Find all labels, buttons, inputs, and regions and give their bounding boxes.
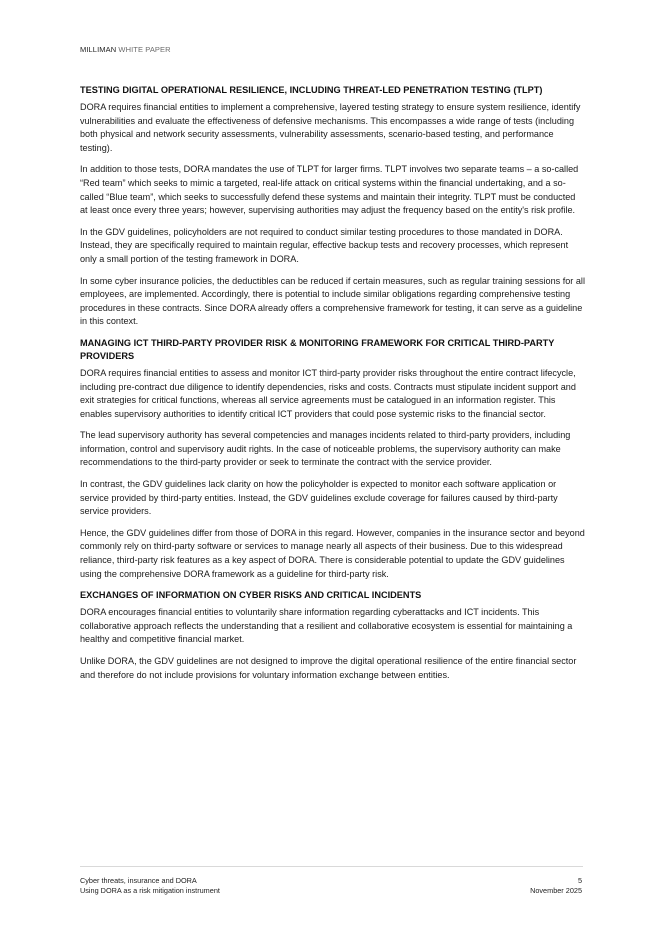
paragraph: In contrast, the GDV guidelines lack clarity on how the policyholder is expected to monitor each software application or service provided by third-party entities. Instead, the GDV guidelines exclude coverage for failures caused by third-party service providers. (80, 479, 558, 517)
section-heading: TESTING DIGITAL OPERATIONAL RESILIENCE, INCLUDING THREAT-LED PENETRATION TESTING (TLPT) (80, 85, 543, 95)
section-third-party-risk (80, 337, 585, 581)
footer-title (80, 876, 220, 895)
footer-title-line1: Cyber threats, insurance and DORA (80, 876, 197, 885)
section-heading: MANAGING ICT THIRD-PARTY PROVIDER RISK & MONITORING FRAMEWORK FOR CRITICAL THIRD-PARTY PROVIDERS (80, 337, 555, 361)
brand-name: MILLIMAN (80, 45, 117, 54)
footer-meta (530, 876, 582, 895)
paragraph: The lead supervisory authority has several competencies and manages incidents related to third-party providers, including information, control and supervisory audit rights. In the case of noticeable problems, the supervisory authority can make recommendations to the third-party provider or seek to terminate the contract with the service provider. (80, 430, 571, 468)
paragraph: Unlike DORA, the GDV guidelines are not designed to improve the digital operational resilience of the entire financial sector and therefore do not include provisions for voluntary information exchange between entities. (80, 656, 577, 680)
footer-title-line2: Using DORA as a risk mitigation instrument (80, 885, 220, 895)
footer-divider (80, 866, 583, 867)
document-type: WHITE PAPER (118, 45, 171, 54)
paragraph: DORA encourages financial entities to voluntarily share information regarding cyberattacks and ICT incidents. This collaborative approach reflects the understanding that a resilient and collaborative ecosystem is essential for maintaining a healthy and competitive financial market. (80, 607, 573, 645)
paragraph: DORA requires financial entities to assess and monitor ICT third-party provider risks throughout the entire contract lifecycle, including pre-contract due diligence to identify dependencies, risks and costs. Contracts must stipulate incident support and exit strategies for critical functions, whereas all service agreements must be catalogued in an information register. This enables supervisory authorities to identify critical ICT providers that could pose systemic risks to the financial sector. (80, 367, 576, 419)
section-information-exchange (80, 589, 585, 682)
paragraph: In some cyber insurance policies, the deductibles can be reduced if certain measures, such as regular training sessions for all employees, are implemented. Accordingly, there is potential to include similar obligations regarding comprehensive testing procedures in these contracts. Since DORA already offers a comprehensive framework for testing, it can serve as a guideline in this context. (80, 275, 585, 327)
page-number: 5 (577, 876, 582, 885)
main-content (80, 84, 585, 690)
section-heading: EXCHANGES OF INFORMATION ON CYBER RISKS AND CRITICAL INCIDENTS (80, 590, 422, 601)
paragraph: In addition to those tests, DORA mandates the use of TLPT for larger firms. TLPT involves two separate teams – a so-called “Red team” which seeks to mimic a targeted, real-life attack on critical systems within the financial undertaking, and a so-called “Blue team”, which seeks to successfully defend these systems and maintain their integrity. TLPT must be conducted at least once every three years; however, supervising authorities may adjust the frequency based on the entity's risk profile. (80, 164, 579, 216)
section-testing (80, 84, 585, 329)
page-header (80, 45, 171, 54)
paragraph: DORA requires financial entities to implement a comprehensive, layered testing strategy to ensure system resilience, identify vulnerabilities and evaluate the effectiveness of defensive mechanisms. This encompasses a wide range of tests (including both physical and network security assessments, vulnerability assessments, scenario-based testing, and performance testing). (80, 102, 581, 153)
paragraph: Hence, the GDV guidelines differ from those of DORA in this regard. However, companies in the insurance sector and beyond commonly rely on third-party software or services to manage nearly all aspects of their business. Due to this widespread reliance, third-party risk features as a key aspect of DORA. There is considerable potential to update the GDV guidelines using the comprehensive DORA framework as a guideline for third-party risk. (80, 527, 585, 579)
paragraph: In the GDV guidelines, policyholders are not required to conduct similar testing procedures to those mandated in DORA. Instead, they are specifically required to maintain regular, effective backup tests and recovery processes, which represent only a small portion of the testing framework in DORA. (80, 226, 569, 264)
publication-date: November 2025 (530, 885, 582, 895)
